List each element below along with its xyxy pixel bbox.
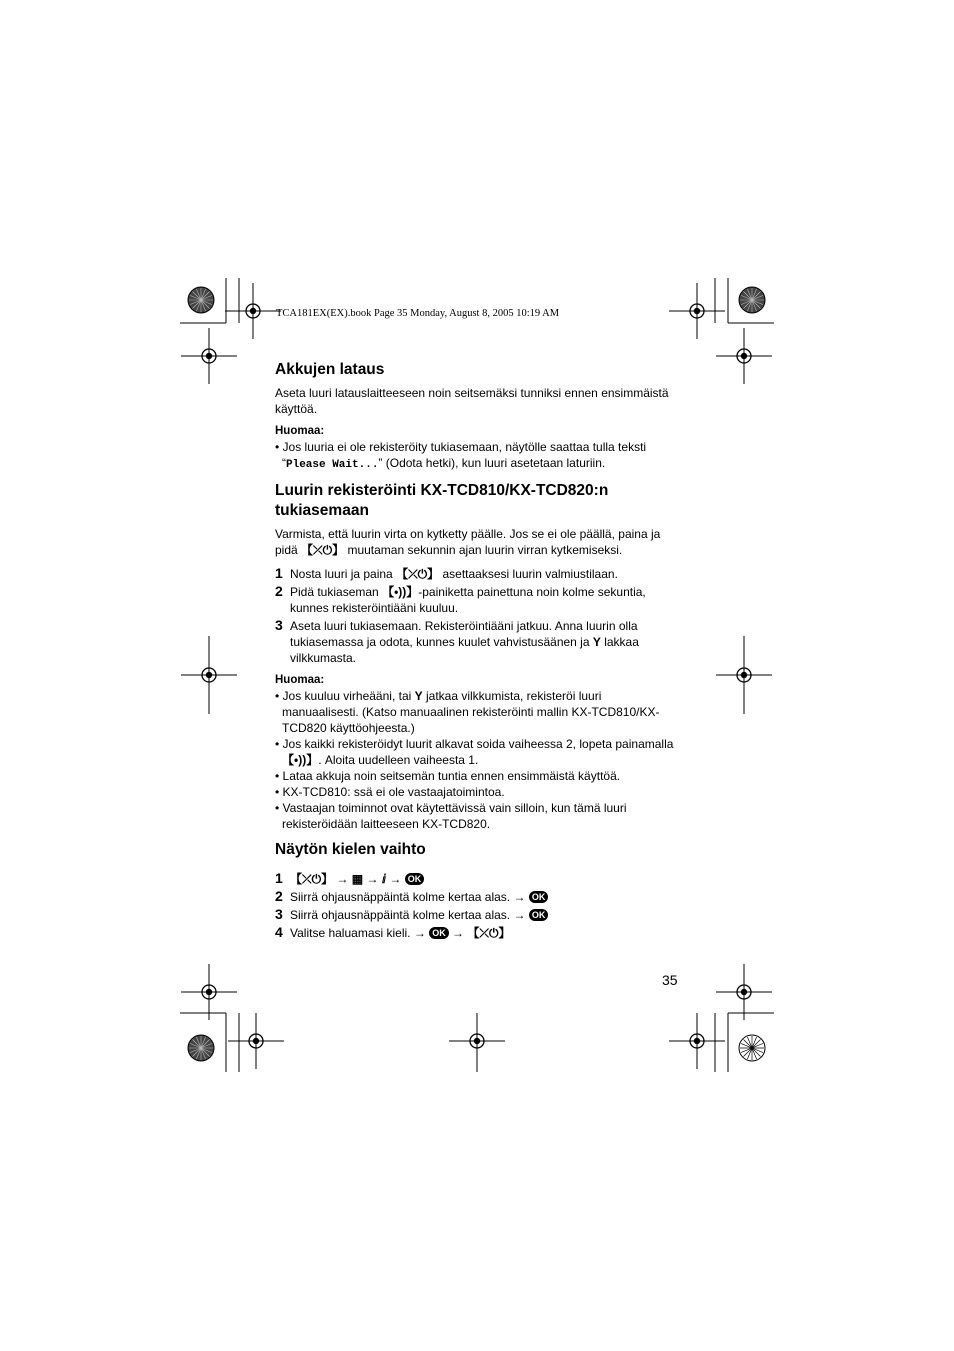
arrow-icon: →: [336, 872, 349, 886]
arrow-icon: →: [366, 872, 379, 886]
step-item: 3 Aseta luuri tukiasemaan. Rekisteröintiääni jatkuu. Anna luurin olla tukiasemassa ja odota, kunnes kuulet vahvistusäänen ja Y lakkaa vilkkumasta.: [275, 617, 639, 665]
section-title-battery: Akkujen lataus: [275, 361, 385, 378]
step-item: 4 Valitse haluamasi kieli. → OK → 【⤫⏻】: [275, 924, 511, 940]
step-item: 3 Siirrä ohjausnäppäintä kolme kertaa alas. → OK: [275, 907, 680, 923]
ok-key-icon: OK: [529, 909, 549, 921]
note-item: • Jos kaikki rekisteröidyt luurit alkavat soida vaiheessa 2, lopeta painamalla 【•))】. Aloita uudelleen vaiheesta 1.: [275, 736, 680, 768]
ok-key-icon: OK: [405, 873, 425, 885]
arrow-icon: →: [452, 926, 465, 940]
battery-text: Aseta luuri latauslaitteeseen noin seitsemäksi tunniksi ennen ensimmäistä käyttöä.: [275, 386, 669, 416]
step-item: 2 Pidä tukiaseman 【•))】-painiketta painettuna noin kolme sekuntia, kunnes rekisteröintiääni kuuluu.: [275, 583, 646, 615]
section-title-registration: Luurin rekisteröinti KX-TCD810/KX-TCD820:n tukiasemaan: [275, 482, 609, 519]
antenna-icon: Y: [414, 689, 423, 703]
note-item: • Lataa akkuja noin seitsemän tuntia ennen ensimmäistä käyttöä.: [275, 768, 680, 784]
display-text: Please Wait...: [286, 459, 379, 471]
settings-icon: ⅈ: [381, 872, 387, 886]
arrow-icon: →: [389, 872, 402, 886]
ok-key-icon: OK: [429, 927, 449, 939]
step-item: 1 Nosta luuri ja paina 【⤫⏻】 asettaaksesi luurin valmiustilaan.: [275, 565, 618, 581]
step-item: 1 【⤫⏻】 → ▦ → ⅈ → OK: [275, 871, 680, 887]
page-content: [275, 360, 680, 941]
print-header: TCA181EX(EX).book Page 35 Monday, August 8, 2005 10:19 AM: [276, 308, 560, 319]
note-item: • Vastaajan toiminnot ovat käytettävissä vain silloin, kun tämä luuri rekisteröidään laitteeseen KX-TCD820.: [275, 800, 680, 832]
arrow-icon: →: [513, 908, 526, 922]
off-key-icon: 【⤫⏻】: [467, 926, 511, 940]
step-item: 2 Siirrä ohjausnäppäintä kolme kertaa alas. → OK: [275, 889, 680, 905]
note-title: Huomaa:: [275, 425, 325, 437]
off-key-icon: 【⤫⏻】: [290, 872, 334, 886]
off-key-icon: 【⤫⏻】: [396, 567, 440, 581]
note-item: • Jos luuria ei ole rekisteröity tukiasemaan, näytölle saattaa tulla teksti “Please Wait...” (Odota hetki), kun luuri asetetaan laturiin.: [275, 439, 680, 473]
off-key-icon: 【⤫⏻】: [301, 543, 345, 557]
note-title: Huomaa:: [275, 674, 325, 686]
arrow-icon: →: [413, 926, 426, 940]
section-title-language: Näytön kielen vaihto: [275, 841, 426, 858]
ok-key-icon: OK: [529, 891, 549, 903]
locator-key-icon: 【•))】: [382, 585, 419, 599]
menu-key-icon: ▦: [351, 872, 364, 886]
arrow-icon: →: [513, 890, 526, 904]
page-number: 35: [662, 972, 678, 988]
note-item: • KX-TCD810: ssä ei ole vastaajatoimintoa.: [275, 784, 680, 800]
registration-text: Varmista, että luurin virta on kytketty päälle. Jos se ei ole päällä, paina ja pidä 【⤫⏻】 muutaman sekunnin ajan luurin virran kytkemiseksi.: [275, 527, 661, 557]
note-item: • Jos kuuluu virheääni, tai Y jatkaa vilkkumista, rekisteröi luuri manuaalisesti. (Katso manuaalinen rekisteröinti mallin KX-TCD810/KX-TCD820 käyttöohjeesta.): [275, 688, 680, 736]
antenna-icon: Y: [592, 635, 601, 649]
locator-key-icon: 【•))】: [282, 753, 319, 767]
